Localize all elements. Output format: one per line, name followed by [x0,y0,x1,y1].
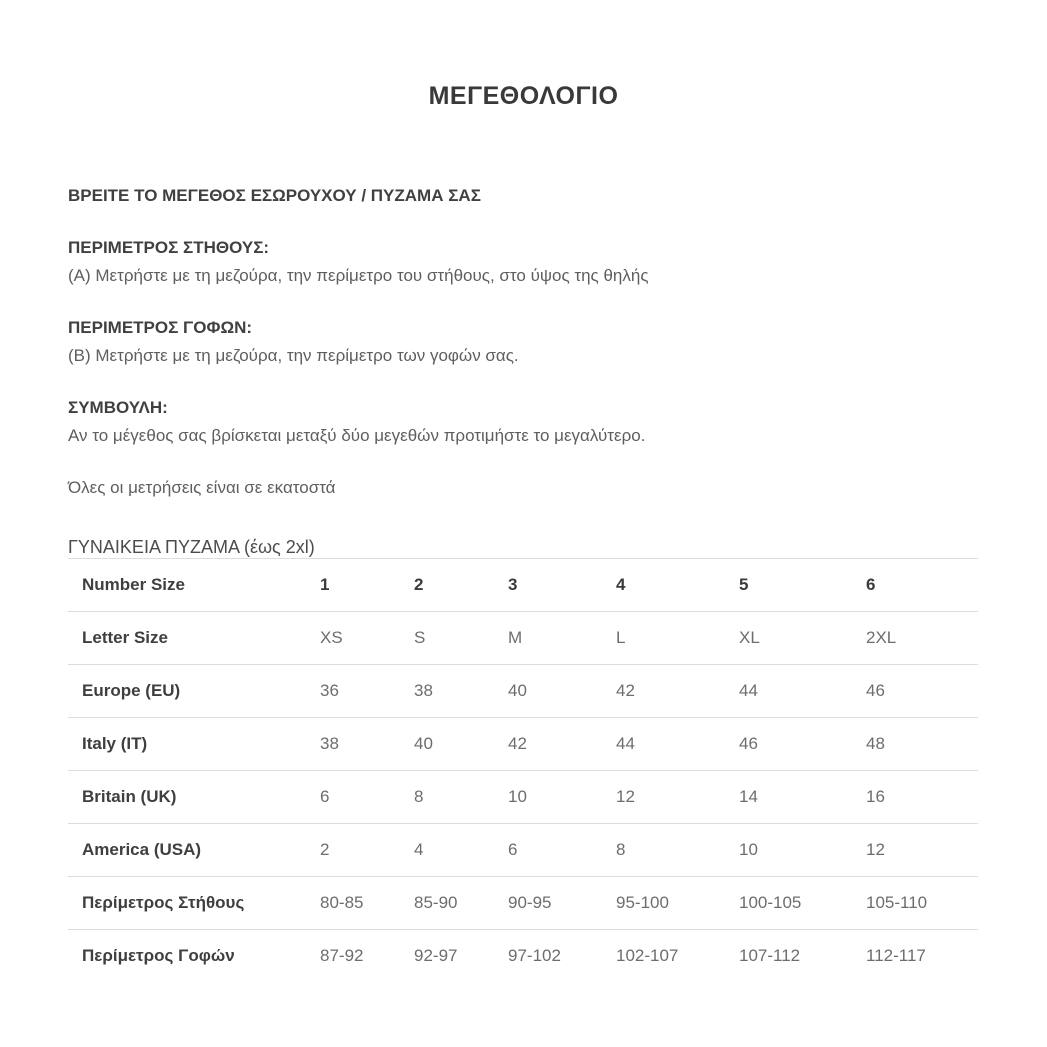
size-value: 5 [739,575,749,594]
size-value: 4 [414,840,424,859]
size-value: 100-105 [739,893,802,912]
hip-circumference-instruction: (Β) Μετρήστε με τη μεζούρα, την περίμετρο των γοφών σας. [68,346,519,365]
row-label: Europe (EU) [82,681,181,700]
size-value: 105-110 [866,893,928,912]
size-value: 6 [508,840,518,859]
size-value: 40 [414,734,433,753]
size-value: 44 [616,734,635,753]
find-your-size-heading: ΒΡΕΙΤΕ ΤΟ ΜΕΓΕΘΟΣ ΕΣΩΡΟΥΧΟΥ / ΠΥΖΑΜΑ ΣΑΣ [68,186,481,205]
size-value: 6 [866,575,876,594]
chest-circumference-instruction: (Α) Μετρήστε με τη μεζούρα, την περίμετρο του στήθους, στο ύψος της θηλής [68,266,649,285]
size-value: 2 [320,840,330,859]
size-value: 46 [866,681,885,700]
size-value: L [616,628,626,647]
table-row [68,559,978,612]
size-value: 87-92 [320,946,364,965]
table-row [68,771,978,824]
table-row [68,930,978,983]
size-value: 97-102 [508,946,561,965]
row-label: Britain (UK) [82,787,177,806]
size-value: 90-95 [508,893,552,912]
row-label: Italy (IT) [82,734,148,753]
size-value: 92-97 [414,946,458,965]
size-value: 95-100 [616,893,669,912]
row-label: Letter Size [82,628,168,647]
section-chest-circumference [68,238,978,286]
size-value: 1 [320,575,330,594]
table-row [68,718,978,771]
size-value: 38 [414,681,433,700]
size-value: 112-117 [866,946,926,965]
size-value: 10 [508,787,527,806]
size-value: 48 [866,734,885,753]
size-value: 40 [508,681,527,700]
size-value: 16 [866,787,885,806]
size-value: 4 [616,575,626,594]
size-value: 8 [414,787,424,806]
row-label: America (USA) [82,840,202,859]
size-table [68,558,978,982]
row-label: Περίμετρος Στήθους [82,893,245,912]
measurements-unit-note: Όλες οι μετρήσεις είναι σε εκατοστά [68,478,336,497]
size-value: 80-85 [320,893,364,912]
size-value: XS [320,628,343,647]
size-value: 46 [739,734,758,753]
section-hip-circumference [68,318,978,366]
size-value: 12 [616,787,635,806]
table-title: ΓΥΝΑΙΚΕΙΑ ΠΥΖΑΜΑ (έως 2xl) [68,537,315,557]
size-value: M [508,628,523,647]
advice-text: Αν το μέγεθος σας βρίσκεται μεταξύ δύο μεγεθών προτιμήστε το μεγαλύτερο. [68,426,646,445]
section-advice [68,398,978,446]
size-value: 3 [508,575,518,594]
size-value: 102-107 [616,946,679,965]
size-value: 107-112 [739,946,801,965]
size-value: 42 [508,734,527,753]
size-value: 2 [414,575,424,594]
size-value: 14 [739,787,758,806]
size-value: 42 [616,681,635,700]
size-value: 2XL [866,628,897,647]
advice-heading: ΣΥΜΒΟΥΛΗ: [68,398,168,417]
size-value: 38 [320,734,339,753]
page-title: ΜΕΓΕΘΟΛΟΓΙΟ [428,82,619,110]
row-label: Περίμετρος Γοφών [82,946,235,965]
table-row [68,612,978,665]
size-value: 36 [320,681,339,700]
page-content [0,186,1047,982]
row-label: Number Size [82,575,185,594]
size-value: 44 [739,681,758,700]
size-value: 10 [739,840,758,859]
size-value: 6 [320,787,330,806]
size-value: XL [739,628,760,647]
table-row [68,877,978,930]
size-guide-page [0,84,1047,1047]
table-row [68,665,978,718]
table-row [68,824,978,877]
size-value: S [414,628,426,647]
size-value: 12 [866,840,885,859]
hip-circumference-heading: ΠΕΡΙΜΕΤΡΟΣ ΓΟΦΩΝ: [68,318,253,337]
size-value: 85-90 [414,893,458,912]
size-value: 8 [616,840,626,859]
chest-circumference-heading: ΠΕΡΙΜΕΤΡΟΣ ΣΤΗΘΟΥΣ: [68,238,270,257]
